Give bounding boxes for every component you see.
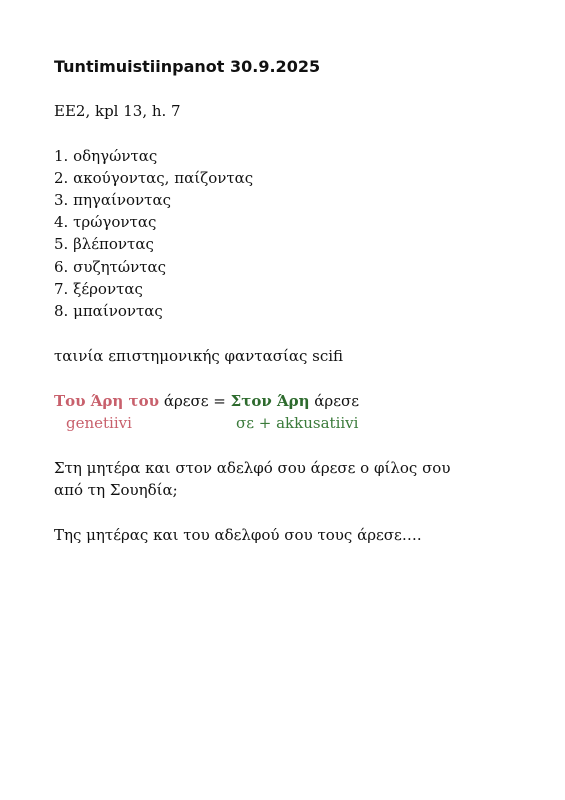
genitive-phrase: Του Άρη του	[54, 392, 160, 410]
genitive-label: genetiivi	[66, 414, 132, 432]
exercise-reference: EE2, kpl 13, h. 7	[54, 102, 181, 120]
answer-sentence: Της μητέρας και του αδελφού σου τους άρεσε….	[54, 526, 422, 544]
answer-item: 8. μπαίνοντας	[54, 302, 163, 320]
verb-text: άρεσε =	[159, 392, 231, 410]
question-line: Στη μητέρα και στον αδελφό σου άρεσε ο φίλος σου	[54, 459, 451, 477]
answer-item: 2. ακούγοντας, παίζοντας	[54, 169, 254, 187]
accusative-phrase: Στον Άρη	[230, 392, 310, 410]
answer-item: 5. βλέποντας	[54, 235, 154, 253]
answer-item: 6. συζητώντας	[54, 258, 167, 276]
answer-item: 4. τρώγοντας	[54, 213, 157, 231]
answer-item: 7. ξέροντας	[54, 280, 143, 298]
accusative-label: σε + akkusatiivi	[236, 414, 359, 432]
question-line: από τη Σουηδία;	[54, 481, 178, 499]
verb-text: άρεσε	[309, 392, 360, 410]
answer-item: 1. οδηγώντας	[54, 147, 158, 165]
grammar-equation	[54, 391, 359, 411]
answer-item: 3. πηγαίνοντας	[54, 191, 171, 209]
vocabulary-note: ταινία επιστημονικής φαντασίας scifi	[54, 347, 344, 365]
document-title: Tuntimuistiinpanot 30.9.2025	[54, 57, 321, 76]
